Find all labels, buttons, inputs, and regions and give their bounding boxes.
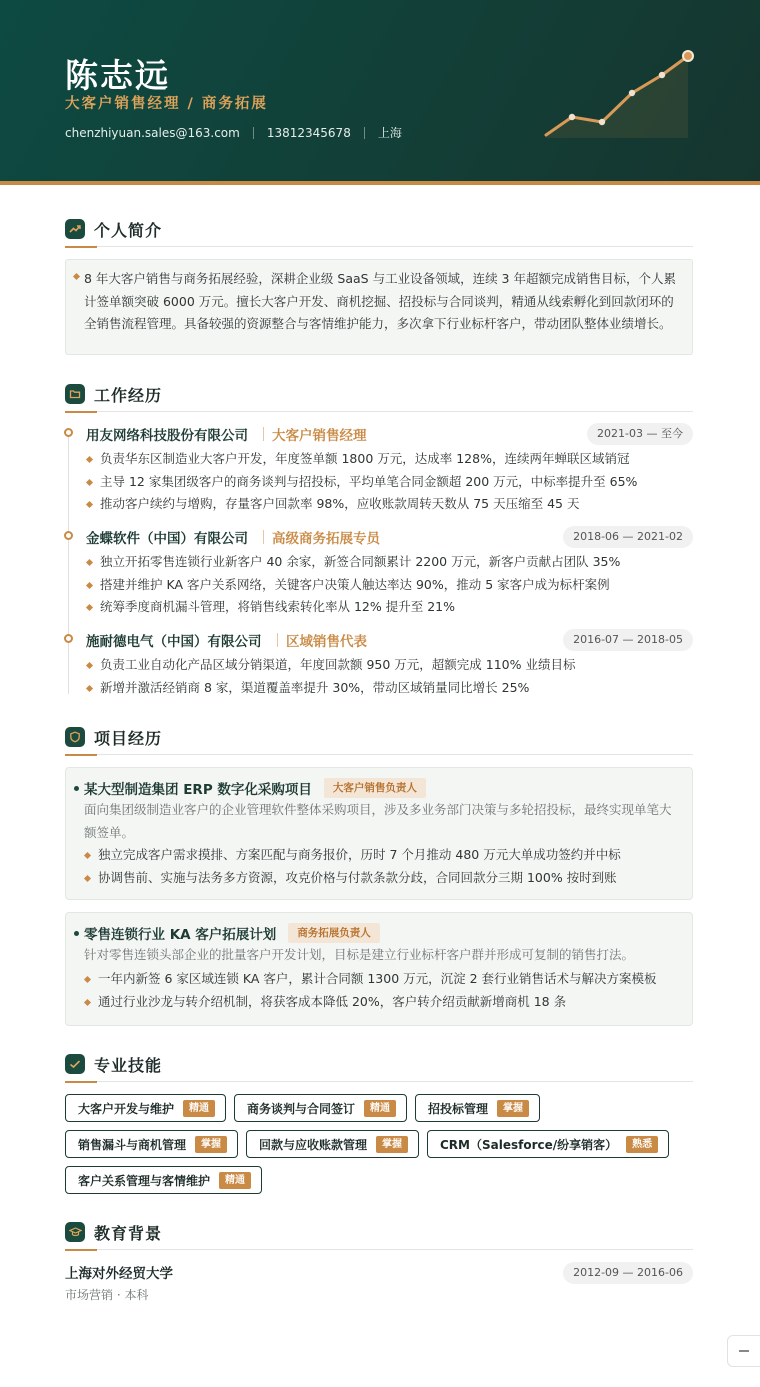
job-bullet: 推动客户续约与增购，存量客户回款率 98%，应收账款周转天数从 75 天压缩至 45 天 (86, 493, 637, 516)
dot-icon (74, 786, 79, 791)
candidate-name: 陈志远 (65, 56, 170, 95)
experience-timeline (68, 432, 69, 694)
folder-icon (65, 384, 85, 404)
project-card (65, 912, 693, 1026)
graduation-cap-icon (65, 1222, 85, 1242)
contact-divider (364, 127, 365, 139)
project-title-row (74, 778, 426, 798)
dot-icon (74, 931, 79, 936)
project-name: 零售连锁行业 KA 客户拓展计划 (84, 927, 277, 943)
skill-tag (234, 1094, 407, 1122)
job-role: 区域销售代表 (286, 634, 367, 650)
skill-tag (246, 1130, 419, 1158)
education-major: 市场营销 · 本科 (65, 1288, 149, 1302)
section-divider (65, 246, 693, 247)
skill-tag (415, 1094, 540, 1122)
skill-level: 掌握 (195, 1136, 227, 1153)
contact-email[interactable]: chenzhiyuan.sales@163.com (65, 125, 240, 140)
section-title: 教育背景 (94, 1223, 163, 1243)
job-date: 2018-06 — 2021-02 (563, 526, 693, 548)
section-title: 工作经历 (94, 385, 163, 405)
education-school: 上海对外经贸大学 (65, 1266, 173, 1282)
section-accent (65, 246, 97, 248)
skill-name: 大客户开发与维护 (78, 1101, 175, 1116)
section-title: 项目经历 (94, 728, 163, 748)
diamond-bullet-icon (73, 273, 80, 280)
skill-name: 招投标管理 (428, 1101, 489, 1116)
section-accent (65, 411, 97, 413)
section-title: 个人简介 (94, 220, 163, 240)
project-title-row (74, 923, 380, 943)
section-accent (65, 1081, 97, 1083)
section-divider (65, 1081, 693, 1082)
growth-line-icon (540, 48, 700, 143)
project-bullets (84, 844, 621, 889)
job-role-wrap (263, 424, 367, 444)
skill-level: 精通 (183, 1100, 215, 1117)
job-divider (263, 530, 264, 544)
skill-tag (427, 1130, 669, 1158)
section-summary-header (65, 211, 693, 247)
job-company: 用友网络科技股份有限公司 (86, 428, 248, 444)
minus-icon (738, 1345, 750, 1357)
project-role-badge: 商务拓展负责人 (288, 923, 380, 943)
skill-name: CRM（Salesforce/纷享销客） (440, 1137, 618, 1152)
job-company: 施耐德电气（中国）有限公司 (86, 634, 262, 650)
section-divider (65, 754, 693, 755)
job-bullets (86, 448, 637, 516)
job-role-wrap (263, 527, 380, 547)
skill-level: 精通 (364, 1100, 396, 1117)
job-role: 大客户销售经理 (272, 428, 367, 444)
job-role-wrap (277, 630, 367, 650)
project-bullet: 通过行业沙龙与转介绍机制，将获客成本降低 20%，客户转介绍贡献新增商机 18 条 (84, 991, 657, 1014)
project-bullet: 协调售前、实施与法务多方资源，攻克价格与付款条款分歧，合同回款分三期 100% 按时到账 (84, 867, 621, 890)
section-experience-header (65, 376, 693, 412)
timeline-dot-icon (64, 531, 73, 540)
zoom-out-button[interactable] (727, 1335, 760, 1367)
project-role-badge: 大客户销售负责人 (324, 778, 426, 798)
timeline-dot-icon (64, 428, 73, 437)
job-bullet: 主导 12 家集团级客户的商务谈判与招投标，平均单笔合同金额超 200 万元，中标率提升至 65% (86, 471, 637, 494)
job-divider (263, 427, 264, 441)
resume-header (0, 0, 760, 185)
job-role: 高级商务拓展专员 (272, 531, 380, 547)
contact-phone[interactable]: 13812345678 (266, 125, 351, 140)
skill-level: 熟悉 (626, 1136, 658, 1153)
job-bullet: 新增并激活经销商 8 家，渠道覆盖率提升 30%，带动区域销量同比增长 25% (86, 677, 576, 700)
job-bullets (86, 551, 620, 619)
skill-name: 商务谈判与合同签订 (247, 1101, 356, 1116)
job-bullets (86, 654, 576, 699)
job-bullet: 负责华东区制造业大客户开发，年度签单额 1800 万元，达成率 128%，连续两年蝉联区域销冠 (86, 448, 637, 471)
skill-name: 回款与应收账款管理 (259, 1137, 368, 1152)
job-bullet: 负责工业自动化产品区域分销渠道，年度回款额 950 万元，超额完成 110% 业绩目标 (86, 654, 576, 677)
contact-city: 上海 (377, 126, 402, 140)
job-date: 2021-03 — 至今 (587, 423, 693, 445)
summary-text: 8 年大客户销售与商务拓展经验，深耕企业级 SaaS 与工业设备领域，连续 3 年超额完成销售目标，个人累计签单额突破 6000 万元。擅长大客户开发、商机挖掘、招投标与合同谈判，精通从线索孵化到回款闭环的全销售流程管理。具备较强的资源整合与客情维护能力，多次拿下行业标杆客户，带动团队整体业绩增长。 (84, 271, 676, 331)
contact-line (65, 124, 402, 141)
section-projects-header (65, 719, 693, 755)
skill-tag (65, 1130, 238, 1158)
section-accent (65, 754, 97, 756)
section-skills-header (65, 1046, 693, 1082)
project-name: 某大型制造集团 ERP 数字化采购项目 (84, 782, 312, 798)
section-accent (65, 1249, 97, 1251)
section-divider (65, 411, 693, 412)
trend-icon (65, 219, 85, 239)
check-trend-icon (65, 1054, 85, 1074)
candidate-title: 大客户销售经理 / 商务拓展 (65, 96, 268, 112)
job-date: 2016-07 — 2018-05 (563, 629, 693, 651)
skill-tag (65, 1094, 226, 1122)
project-desc: 面向集团级制造业客户的企业管理软件整体采购项目，涉及多业务部门决策与多轮招投标，最终实现单笔大额签单。 (84, 802, 672, 840)
project-bullet: 独立完成客户需求摸排、方案匹配与商务报价，历时 7 个月推动 480 万元大单成功签约并中标 (84, 844, 621, 867)
contact-divider (253, 127, 254, 139)
skill-name: 销售漏斗与商机管理 (78, 1137, 187, 1152)
project-desc: 针对零售连锁头部企业的批量客户开发计划，目标是建立行业标杆客户群并形成可复制的销售打法。 (84, 947, 635, 962)
skill-tag (65, 1166, 262, 1194)
skill-level: 掌握 (497, 1100, 529, 1117)
project-bullet: 一年内新签 6 家区域连锁 KA 客户，累计合同额 1300 万元，沉淀 2 套行业销售话术与解决方案模板 (84, 968, 657, 991)
skill-level: 掌握 (376, 1136, 408, 1153)
job-divider (277, 633, 278, 647)
skill-level: 精通 (219, 1172, 251, 1189)
job-company: 金蝶软件（中国）有限公司 (86, 531, 248, 547)
education-date: 2012-09 — 2016-06 (563, 1262, 693, 1284)
timeline-dot-icon (64, 634, 73, 643)
section-divider (65, 1249, 693, 1250)
section-title: 专业技能 (94, 1055, 163, 1075)
job-bullet: 独立开拓零售连锁行业新客户 40 余家，新签合同额累计 2200 万元，新客户贡献占团队 35% (86, 551, 620, 574)
project-card (65, 767, 693, 900)
skill-name: 客户关系管理与客情维护 (78, 1173, 211, 1188)
summary-box (65, 259, 693, 355)
project-bullets (84, 968, 657, 1013)
job-bullet: 统筹季度商机漏斗管理，将销售线索转化率从 12% 提升至 21% (86, 596, 620, 619)
job-bullet: 搭建并维护 KA 客户关系网络，关键客户决策人触达率达 90%，推动 5 家客户成为标杆案例 (86, 574, 620, 597)
section-education-header (65, 1214, 693, 1250)
shield-icon (65, 727, 85, 747)
